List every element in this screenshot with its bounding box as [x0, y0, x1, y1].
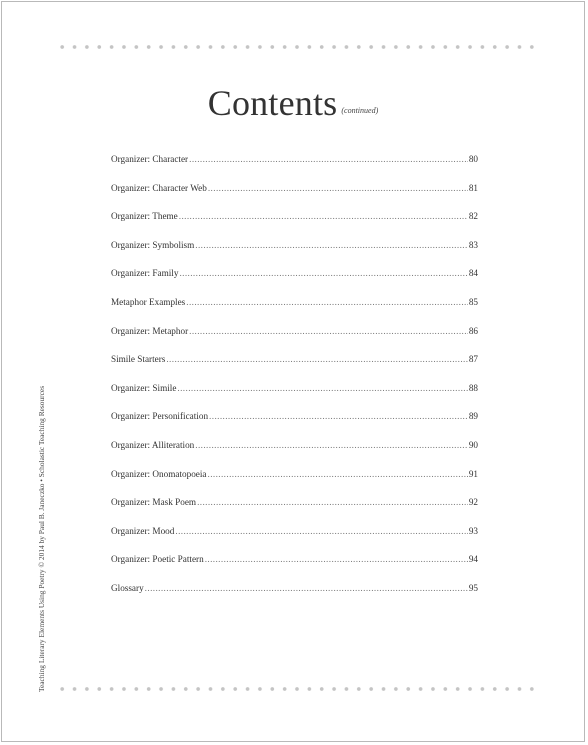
toc-entry-label: Organizer: Family — [111, 268, 179, 279]
toc-dot-leader — [189, 326, 468, 336]
toc-entry-page-number: 92 — [468, 497, 478, 508]
title-block — [2, 82, 584, 124]
toc-entry[interactable] — [111, 297, 478, 326]
toc-entry-page-number: 86 — [468, 325, 478, 336]
toc-entry[interactable] — [111, 211, 478, 240]
toc-entry-page-number: 90 — [468, 439, 478, 450]
toc-entry-page-number: 95 — [468, 582, 478, 593]
page-title: Contents — [207, 83, 338, 123]
toc-entry-page-number: 87 — [468, 354, 478, 365]
toc-dot-leader — [195, 440, 468, 450]
toc-entry-label: Glossary — [111, 582, 144, 593]
toc-entry-label: Organizer: Simile — [111, 382, 177, 393]
toc-entry-label: Organizer: Onomatopoeia — [111, 468, 207, 479]
toc-entry-page-number: 88 — [468, 382, 478, 393]
toc-dot-leader — [209, 411, 468, 421]
toc-entry[interactable] — [111, 354, 478, 383]
toc-entry-page-number: 89 — [468, 411, 478, 422]
toc-entry[interactable] — [111, 268, 478, 297]
toc-entry[interactable] — [111, 383, 478, 412]
toc-entry-page-number: 80 — [468, 154, 478, 164]
toc-entry[interactable] — [111, 583, 478, 612]
title-continued-note: (continued) — [341, 106, 379, 115]
toc-dot-leader — [145, 583, 468, 593]
toc-entry[interactable] — [111, 183, 478, 212]
toc-entry[interactable] — [111, 554, 478, 583]
toc-dot-leader — [205, 554, 468, 564]
toc-entry[interactable] — [111, 440, 478, 469]
toc-entry[interactable] — [111, 154, 478, 183]
toc-entry-page-number: 91 — [468, 468, 478, 479]
toc-dot-leader — [177, 383, 467, 393]
toc-entry-page-number: 84 — [468, 268, 478, 279]
toc-dot-leader — [179, 211, 468, 221]
toc-entry-label: Organizer: Personification — [111, 411, 209, 422]
toc-dot-leader — [197, 497, 468, 507]
toc-entry-label: Organizer: Mood — [111, 525, 175, 536]
table-of-contents — [111, 154, 478, 612]
toc-entry-label: Organizer: Metaphor — [111, 325, 189, 336]
toc-entry-label: Organizer: Mask Poem — [111, 497, 197, 508]
bottom-dotted-rule — [56, 686, 538, 692]
toc-entry-page-number: 83 — [468, 239, 478, 250]
toc-dot-leader — [208, 183, 468, 193]
toc-entry[interactable] — [111, 240, 478, 269]
toc-entry-label: Organizer: Character Web — [111, 182, 207, 193]
copyright-sidebar: Teaching Literary Elements Using Poetry © 2014 by Paul B. Janeczko • Scholastic Teaching Resources — [37, 385, 46, 692]
toc-entry-label: Organizer: Alliteration — [111, 439, 195, 450]
page-frame — [1, 1, 585, 742]
toc-entry-label: Organizer: Poetic Pattern — [111, 554, 204, 565]
toc-dot-leader — [208, 469, 468, 479]
toc-entry[interactable] — [111, 326, 478, 355]
toc-dot-leader — [175, 526, 467, 536]
toc-entry-label: Metaphor Examples — [111, 296, 186, 307]
toc-dot-leader — [186, 297, 468, 307]
toc-dot-leader — [195, 240, 468, 250]
toc-dot-leader — [179, 268, 467, 278]
toc-entry-page-number: 85 — [468, 296, 478, 307]
toc-dot-leader — [166, 354, 467, 364]
toc-entry-label: Organizer: Character — [111, 154, 189, 164]
toc-entry-page-number: 82 — [468, 211, 478, 222]
toc-entry[interactable] — [111, 411, 478, 440]
toc-entry-page-number: 94 — [468, 554, 478, 565]
top-dotted-rule — [56, 44, 538, 50]
toc-entry[interactable] — [111, 526, 478, 555]
toc-entry[interactable] — [111, 497, 478, 526]
toc-entry-label: Simile Starters — [111, 354, 166, 365]
toc-dot-leader — [189, 154, 468, 164]
toc-entry-label: Organizer: Symbolism — [111, 239, 195, 250]
toc-entry[interactable] — [111, 469, 478, 498]
toc-entry-page-number: 93 — [468, 525, 478, 536]
toc-entry-label: Organizer: Theme — [111, 211, 178, 222]
toc-entry-page-number: 81 — [468, 182, 478, 193]
